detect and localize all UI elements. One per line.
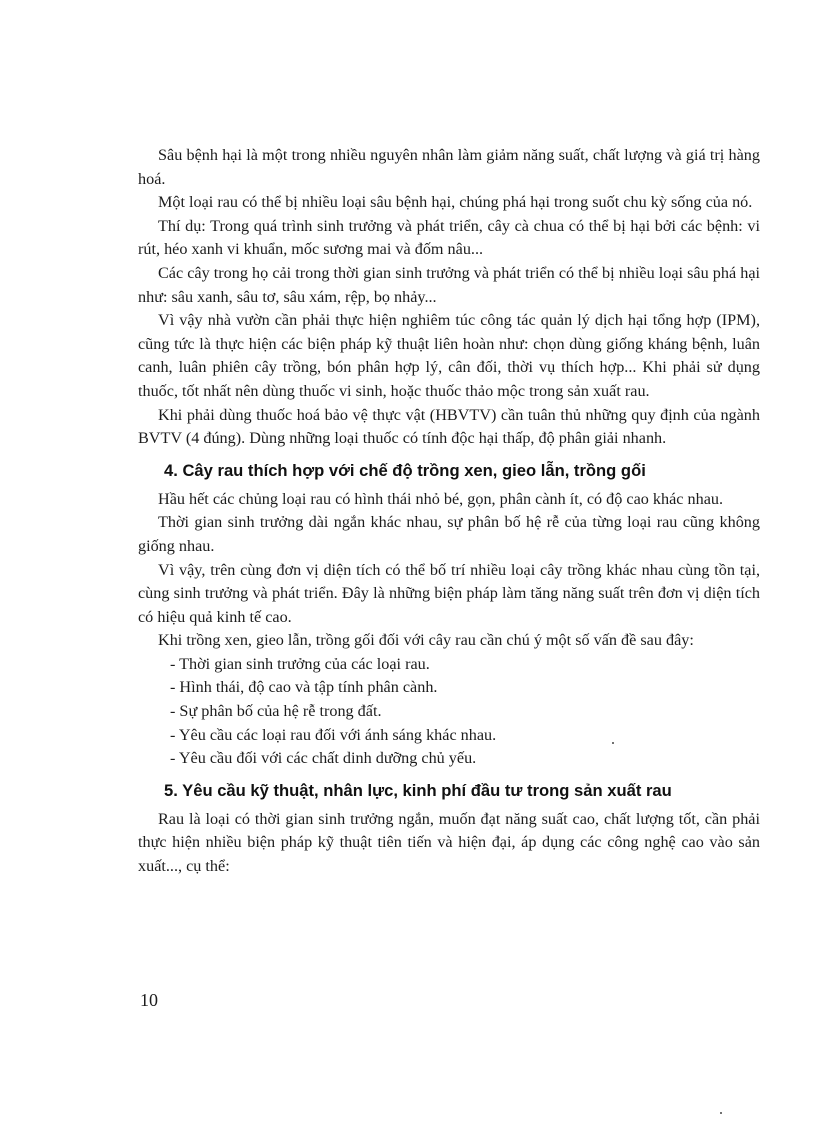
paragraph: Một loại rau có thể bị nhiều loại sâu bệnh hại, chúng phá hại trong suốt chu kỳ sống của nó. [158, 193, 753, 212]
list-item: - Thời gian sinh trưởng của các loại rau. [170, 654, 430, 673]
paragraph: Hầu hết các chủng loại rau có hình thái nhỏ bé, gọn, phân cành ít, có độ cao khác nhau. [158, 489, 724, 508]
section-heading-5: 5. Yêu cầu kỹ thuật, nhân lực, kinh phí đầu tư trong sản xuất rau [164, 780, 672, 800]
scan-speck [612, 742, 614, 744]
list-item: - Yêu cầu các loại rau đối với ánh sáng khác nhau. [170, 725, 497, 744]
list-item: - Sự phân bố của hệ rễ trong đất. [170, 702, 382, 721]
list-item: - Hình thái, độ cao và tập tính phân cành. [170, 678, 438, 697]
paragraph: Rau là loại có thời gian sinh trưởng ngắn, muốn đạt năng suất cao, chất lượng tốt, cần phải thực hiện nhiều biện pháp kỹ thuật tiên tiến và hiện đại, áp dụng các công nghệ cao vào sản xuất..., cụ thể: [138, 809, 760, 876]
paragraph: Vì vậy, trên cùng đơn vị diện tích có thể bố trí nhiều loại cây trồng khác nhau cùng tồn tại, cùng sinh trưởng và phát triển. Đây là những biện pháp làm tăng năng suất trên đơn vị diện tích có hiệu quả kinh tế cao. [138, 560, 760, 626]
scan-speck [720, 1112, 722, 1114]
paragraph: Các cây trong họ cải trong thời gian sinh trưởng và phát triển có thể bị nhiều loại sâu phá hại như: sâu xanh, sâu tơ, sâu xám, rệp, bọ nhảy... [138, 263, 760, 306]
page-number: 10 [140, 990, 158, 1010]
paragraph: Khi trồng xen, gieo lẫn, trồng gối đối với cây rau cần chú ý một số vấn đề sau đây: [158, 631, 694, 650]
paragraph: Sâu bệnh hại là một trong nhiều nguyên nhân làm giảm năng suất, chất lượng và giá trị hàng hoá. [138, 146, 760, 188]
paragraph: Thời gian sinh trưởng dài ngắn khác nhau, sự phân bố hệ rễ của từng loại rau cũng không giống nhau. [138, 513, 760, 555]
list-item: - Yêu cầu đối với các chất dinh dưỡng chủ yếu. [170, 749, 477, 768]
paragraph: Vì vậy nhà vườn cần phải thực hiện nghiêm túc công tác quản lý dịch hại tổng hợp (IPM), cũng tức là thực hiện các biện pháp kỹ thuật liên hoàn như: chọn dùng giống kháng bệnh, luân canh, luân phiên cây trồng, bón phân hợp lý, cân đối, thời vụ thích hợp... Khi phải sử dụng thuốc, tốt nhất nên dùng thuốc vi sinh, hoặc thuốc thảo mộc trong sản xuất rau. [138, 311, 760, 400]
page-body [138, 144, 760, 879]
paragraph: Khi phải dùng thuốc hoá bảo vệ thực vật (HBVTV) cần tuân thủ những quy định của ngành BVTV (4 đúng). Dùng những loại thuốc có tính độc hại thấp, độ phân giải nhanh. [138, 405, 760, 448]
section-heading-4: 4. Cây rau thích hợp với chế độ trồng xen, gieo lẫn, trồng gối [164, 460, 646, 480]
paragraph: Thí dụ: Trong quá trình sinh trưởng và phát triển, cây cà chua có thể bị hại bởi các bệnh: vi rút, héo xanh vi khuẩn, mốc sương mai và đốm nâu... [138, 216, 760, 259]
